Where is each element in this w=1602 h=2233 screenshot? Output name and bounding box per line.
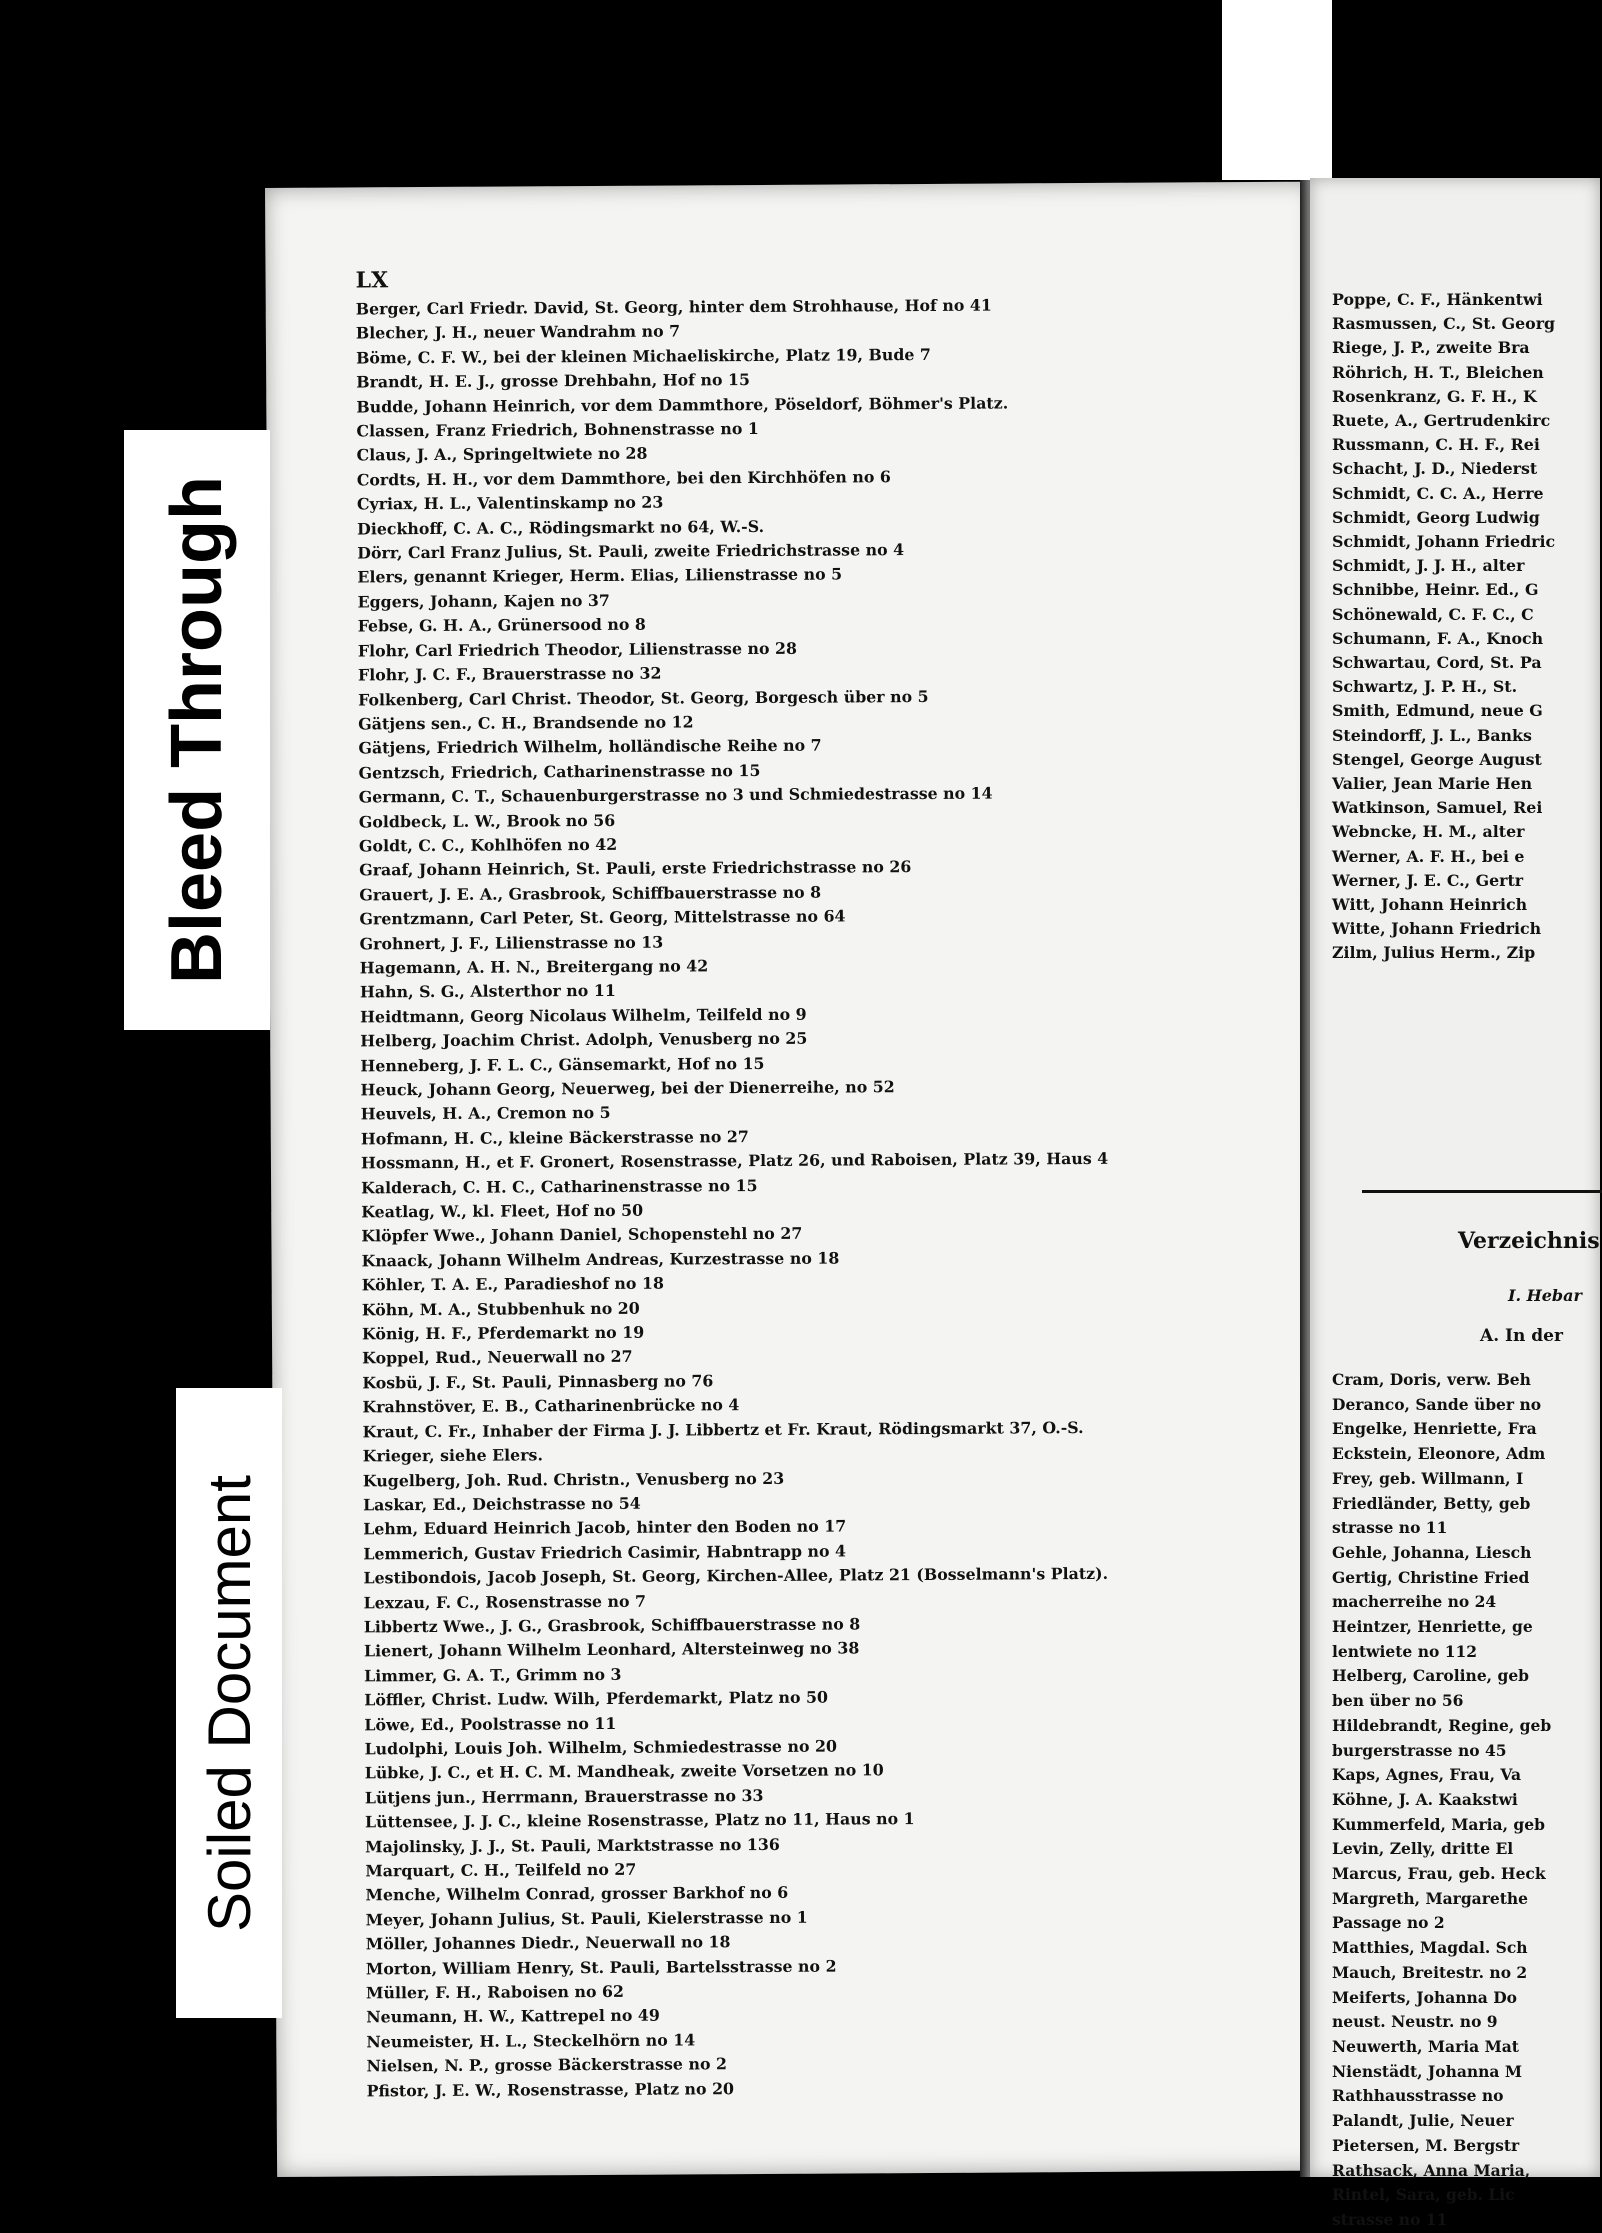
directory-entry: Grauert, J. E. A., Grasbrook, Schiffbauerstrasse no 8 bbox=[359, 882, 822, 905]
directory-entry: Friedländer, Betty, geb bbox=[1332, 1493, 1531, 1513]
directory-entry: Köhler, T. A. E., Paradieshof no 18 bbox=[361, 1273, 664, 1295]
directory-entry: Rasmussen, C., St. Georg bbox=[1332, 314, 1556, 334]
directory-entry: macherreihe no 24 bbox=[1332, 1592, 1497, 1612]
directory-entry: Marquart, C. H., Teilfeld no 27 bbox=[365, 1859, 637, 1881]
directory-entry: Smith, Edmund, neue G bbox=[1332, 701, 1543, 721]
bleed-through-text: Bleed Through bbox=[157, 476, 238, 984]
soiled-document-text: Soiled Document bbox=[195, 1474, 263, 1932]
directory-entry: Kraut, C. Fr., Inhaber der Firma J. J. Libbertz et Fr. Kraut, Rödingsmarkt 37, O.-S. bbox=[362, 1417, 1084, 1442]
directory-entry: Ludolphi, Louis Joh. Wilhelm, Schmiedestrasse no 20 bbox=[364, 1736, 837, 1759]
directory-entry: neust. Neustr. no 9 bbox=[1332, 2012, 1498, 2032]
left-page bbox=[265, 182, 1327, 2177]
section-rule bbox=[1362, 1190, 1602, 1193]
directory-entry: Brandt, H. E. J., grosse Drehbahn, Hof no 15 bbox=[356, 370, 751, 392]
directory-entry: Hahn, S. G., Alsterthor no 11 bbox=[359, 981, 616, 1002]
directory-entry: Goldbeck, L. W., Brook no 56 bbox=[358, 810, 616, 831]
section-subheading: I. Hebar bbox=[1508, 1286, 1582, 1305]
directory-entry: Berger, Carl Friedr. David, St. Georg, hinter dem Strohhause, Hof no 41 bbox=[355, 295, 992, 319]
directory-entry: strasse no 11 bbox=[1332, 1518, 1448, 1538]
directory-entry: Lemmerich, Gustav Friedrich Casimir, Habntrapp no 4 bbox=[363, 1541, 847, 1564]
directory-entry: Möller, Johannes Diedr., Neuerwall no 18 bbox=[365, 1932, 731, 1954]
directory-entry: Mauch, Breitestr. no 2 bbox=[1332, 1962, 1528, 1982]
directory-entry: Menche, Wilhelm Conrad, grosser Barkhof no 6 bbox=[365, 1883, 789, 1905]
directory-list-left bbox=[356, 292, 1327, 2104]
directory-entry: Heuck, Johann Georg, Neuerweg, bei der Dienerreihe, no 52 bbox=[360, 1077, 895, 1100]
directory-list-right-top bbox=[1332, 288, 1600, 966]
directory-entry: Pietersen, M. Bergstr bbox=[1332, 2135, 1520, 2155]
directory-entry: Heintzer, Henriette, ge bbox=[1332, 1617, 1533, 1637]
directory-entry: Rosenkranz, G. F. H., K bbox=[1332, 386, 1537, 406]
directory-entry: Gehle, Johanna, Liesch bbox=[1332, 1542, 1532, 1562]
directory-entry: Steindorff, J. L., Banks bbox=[1332, 725, 1532, 745]
directory-entry: Schwartz, J. P. H., St. bbox=[1332, 677, 1518, 697]
directory-entry: Köhne, J. A. Kaakstwi bbox=[1332, 1789, 1518, 1809]
directory-entry: Hildebrandt, Regine, geb bbox=[1332, 1715, 1552, 1735]
directory-entry: Poppe, C. F., Hänkentwi bbox=[1332, 290, 1543, 309]
page-number: LX bbox=[355, 267, 389, 294]
directory-entry: Meiferts, Johanna Do bbox=[1332, 1987, 1518, 2007]
directory-entry: Dörr, Carl Franz Julius, St. Pauli, zweite Friedrichstrasse no 4 bbox=[357, 540, 905, 563]
directory-entry: Passage no 2 bbox=[1332, 1913, 1445, 1933]
directory-entry: Kaps, Agnes, Frau, Va bbox=[1332, 1765, 1522, 1785]
bleed-through-label bbox=[124, 430, 270, 1030]
directory-entry: Werner, J. E. C., Gertr bbox=[1332, 870, 1524, 890]
directory-entry: Stengel, George August bbox=[1332, 749, 1542, 769]
directory-entry: Claus, J. A., Springeltwiete no 28 bbox=[356, 444, 648, 465]
directory-entry: Neumann, H. W., Kattrepel no 49 bbox=[366, 2006, 660, 2027]
directory-entry: Koppel, Rud., Neuerwall no 27 bbox=[362, 1347, 633, 1368]
directory-entry: Levin, Zelly, dritte El bbox=[1332, 1839, 1514, 1859]
directory-entry: Dieckhoff, C. A. C., Rödingsmarkt no 64, W.-S. bbox=[357, 516, 765, 539]
directory-entry: Müller, F. H., Raboisen no 62 bbox=[365, 1981, 625, 2003]
directory-entry: Hofmann, H. C., kleine Bäckerstrasse no 27 bbox=[360, 1126, 749, 1149]
directory-entry: Cyriax, H. L., Valentinskamp no 23 bbox=[356, 492, 664, 514]
directory-list-right-bottom bbox=[1332, 1368, 1600, 2233]
directory-entry: Gertig, Christine Fried bbox=[1332, 1567, 1530, 1587]
directory-entry: Neuwerth, Maria Mat bbox=[1332, 2036, 1519, 2056]
directory-entry: Rathhausstrasse no bbox=[1332, 2086, 1504, 2106]
directory-entry: Riege, J. P., zweite Bra bbox=[1332, 338, 1530, 358]
directory-entry: Köhn, M. A., Stubbenhuk no 20 bbox=[361, 1298, 640, 1320]
directory-entry: Russmann, C. H. F., Rei bbox=[1332, 435, 1540, 455]
directory-entry: Ruete, A., Gertrudenkirc bbox=[1332, 411, 1551, 431]
directory-entry: Lienert, Johann Wilhelm Leonhard, Altersteinweg no 38 bbox=[363, 1638, 860, 1661]
directory-entry: Flohr, Carl Friedrich Theodor, Lilienstrasse no 28 bbox=[357, 638, 798, 661]
directory-entry: Schönewald, C. F. C., C bbox=[1332, 604, 1534, 624]
background-strip bbox=[1222, 0, 1332, 180]
directory-entry: Webncke, H. M., alter bbox=[1332, 822, 1525, 842]
directory-entry: Morton, William Henry, St. Pauli, Bartelsstrasse no 2 bbox=[365, 1956, 837, 1979]
directory-entry: Hossmann, H., et F. Gronert, Rosenstrasse, Platz 26, und Raboisen, Platz 39, Haus 4 bbox=[360, 1149, 1109, 1173]
directory-entry: Elers, genannt Krieger, Herm. Elias, Lilienstrasse no 5 bbox=[357, 564, 843, 587]
directory-entry: Folkenberg, Carl Christ. Theodor, St. Georg, Borgesch über no 5 bbox=[358, 686, 929, 709]
directory-entry: Krahnstöver, E. B., Catharinenbrücke no 4 bbox=[362, 1395, 740, 1417]
directory-entry: Cordts, H. H., vor dem Dammthore, bei den Kirchhöfen no 6 bbox=[356, 467, 891, 490]
directory-entry: Krieger, siehe Elers. bbox=[362, 1445, 543, 1466]
directory-entry: Febse, G. H. A., Grünersood no 8 bbox=[357, 614, 646, 636]
directory-entry: Helberg, Caroline, geb bbox=[1332, 1666, 1530, 1686]
directory-entry: Palandt, Julie, Neuer bbox=[1332, 2111, 1514, 2131]
directory-entry: Kosbü, J. F., St. Pauli, Pinnasberg no 76 bbox=[362, 1371, 714, 1393]
directory-entry: Lüttensee, J. J. C., kleine Rosenstrasse, Platz no 11, Haus no 1 bbox=[364, 1809, 915, 1832]
directory-entry: Schmidt, Johann Friedric bbox=[1332, 532, 1556, 552]
directory-entry: Valier, Jean Marie Hen bbox=[1332, 774, 1533, 794]
directory-entry: Majolinsky, J. J., St. Pauli, Marktstrasse no 136 bbox=[365, 1834, 780, 1857]
directory-entry: Schumann, F. A., Knoch bbox=[1332, 628, 1544, 648]
directory-entry: Gätjens, Friedrich Wilhelm, holländische Reihe no 7 bbox=[358, 735, 822, 758]
directory-entry: König, H. F., Pferdemarkt no 19 bbox=[361, 1322, 645, 1344]
directory-entry: Deranco, Sande über no bbox=[1332, 1394, 1542, 1414]
directory-entry: Grohnert, J. F., Lilienstrasse no 13 bbox=[359, 932, 664, 953]
right-page bbox=[1310, 178, 1600, 2229]
directory-entry: Meyer, Johann Julius, St. Pauli, Kielerstrasse no 1 bbox=[365, 1907, 808, 1930]
directory-entry: Matthies, Magdal. Sch bbox=[1332, 1938, 1528, 1958]
directory-entry: burgerstrasse no 45 bbox=[1332, 1740, 1507, 1760]
directory-entry: Eggers, Johann, Kajen no 37 bbox=[357, 590, 610, 612]
directory-entry: Keatlag, W., kl. Fleet, Hof no 50 bbox=[361, 1200, 644, 1222]
directory-entry: Graaf, Johann Heinrich, St. Pauli, erste Friedrichstrasse no 26 bbox=[359, 857, 912, 880]
directory-entry: Böme, C. F. W., bei der kleinen Michaeliskirche, Platz 19, Bude 7 bbox=[355, 344, 931, 368]
directory-entry: Helberg, Joachim Christ. Adolph, Venusberg no 25 bbox=[360, 1028, 808, 1051]
directory-entry: Heuvels, H. A., Cremon no 5 bbox=[360, 1103, 611, 1124]
directory-entry: ben über no 56 bbox=[1332, 1691, 1464, 1711]
directory-entry: Budde, Johann Heinrich, vor dem Dammthore, Pöseldorf, Böhmer's Platz. bbox=[356, 393, 1009, 417]
directory-entry: Kummerfeld, Maria, geb bbox=[1332, 1814, 1545, 1834]
directory-entry: Frey, geb. Willmann, I bbox=[1332, 1468, 1524, 1488]
directory-entry: Schmidt, J. J. H., alter bbox=[1332, 556, 1525, 576]
directory-entry: Flohr, J. C. F., Brauerstrasse no 32 bbox=[357, 663, 662, 685]
directory-entry: Margreth, Margarethe bbox=[1332, 1888, 1529, 1908]
directory-entry: Cram, Doris, verw. Beh bbox=[1332, 1370, 1531, 1389]
directory-entry: Zilm, Julius Herm., Zip bbox=[1332, 943, 1536, 963]
section-subheading-2: A. In der bbox=[1480, 1326, 1563, 1346]
directory-entry: Nielsen, N. P., grosse Bäckerstrasse no 2 bbox=[366, 2054, 728, 2076]
directory-entry: Engelke, Henriette, Fra bbox=[1332, 1419, 1537, 1439]
directory-entry: Lütjens jun., Herrmann, Brauerstrasse no 33 bbox=[364, 1785, 764, 1808]
directory-entry: Libbertz Wwe., J. G., Grasbrook, Schiffbauerstrasse no 8 bbox=[363, 1614, 861, 1637]
directory-entry: Heidtmann, Georg Nicolaus Wilhelm, Teilfeld no 9 bbox=[360, 1004, 807, 1027]
directory-entry: strasse no 11 bbox=[1332, 2209, 1448, 2229]
directory-entry: Knaack, Johann Wilhelm Andreas, Kurzestrasse no 18 bbox=[361, 1248, 840, 1271]
directory-entry: Gentzsch, Friedrich, Catharinenstrasse no 15 bbox=[358, 760, 761, 783]
directory-entry: Henneberg, J. F. L. C., Gänsemarkt, Hof no 15 bbox=[360, 1053, 765, 1076]
directory-entry: Nienstädt, Johanna M bbox=[1332, 2061, 1523, 2081]
directory-entry: Goldt, C. C., Kohlhöfen no 42 bbox=[358, 834, 618, 856]
directory-entry: Röhrich, H. T., Bleichen bbox=[1332, 362, 1544, 382]
directory-entry: Gätjens sen., C. H., Brandsende no 12 bbox=[358, 712, 694, 734]
directory-entry: Rathsack, Anna Maria, bbox=[1332, 2160, 1531, 2180]
directory-entry: Hagemann, A. H. N., Breitergang no 42 bbox=[359, 956, 709, 978]
directory-entry: Kalderach, C. H. C., Catharinenstrasse no 15 bbox=[361, 1175, 758, 1198]
directory-entry: Neumeister, H. L., Steckelhörn no 14 bbox=[366, 2030, 696, 2052]
directory-entry: Lestibondois, Jacob Joseph, St. Georg, Kirchen-Allee, Platz 21 (Bosselmann's Platz). bbox=[363, 1564, 1109, 1588]
directory-entry: Limmer, G. A. T., Grimm no 3 bbox=[364, 1664, 622, 1686]
directory-entry: Schwartau, Cord, St. Pa bbox=[1332, 653, 1542, 673]
directory-entry: Classen, Franz Friedrich, Bohnenstrasse no 1 bbox=[356, 419, 759, 441]
directory-entry: Löwe, Ed., Poolstrasse no 11 bbox=[364, 1713, 617, 1734]
directory-entry: Schmidt, C. C. A., Herre bbox=[1332, 483, 1544, 503]
directory-entry: Eckstein, Eleonore, Adm bbox=[1332, 1444, 1546, 1464]
directory-entry: Witt, Johann Heinrich bbox=[1332, 895, 1528, 915]
soiled-document-label bbox=[176, 1388, 282, 2018]
directory-entry: Marcus, Frau, geb. Heck bbox=[1332, 1864, 1546, 1884]
directory-entry: Rintel, Sara, geb. Lic bbox=[1332, 2185, 1515, 2205]
directory-entry: Watkinson, Samuel, Rei bbox=[1332, 798, 1543, 818]
directory-entry: Werner, A. F. H., bei e bbox=[1332, 846, 1525, 866]
directory-entry: Lübke, J. C., et H. C. M. Mandheak, zweite Vorsetzen no 10 bbox=[364, 1760, 884, 1783]
directory-entry: Löffler, Christ. Ludw. Wilh, Pferdemarkt, Platz no 50 bbox=[364, 1687, 829, 1710]
directory-entry: Germann, C. T., Schauenburgerstrasse no 3 und Schmiedestrasse no 14 bbox=[358, 783, 993, 807]
directory-entry: Kugelberg, Joh. Rud. Christn., Venusberg no 23 bbox=[362, 1468, 785, 1490]
directory-entry: Laskar, Ed., Deichstrasse no 54 bbox=[362, 1493, 641, 1515]
section-heading: Verzeichnis bbox=[1458, 1228, 1600, 1254]
directory-entry: Pfistor, J. E. W., Rosenstrasse, Platz no 20 bbox=[366, 2078, 735, 2101]
directory-entry: Lehm, Eduard Heinrich Jacob, hinter den Boden no 17 bbox=[363, 1516, 847, 1539]
directory-entry: Schnibbe, Heinr. Ed., G bbox=[1332, 580, 1539, 600]
directory-entry: Schacht, J. D., Niederst bbox=[1332, 459, 1538, 479]
directory-entry: Klöpfer Wwe., Johann Daniel, Schopenstehl no 27 bbox=[361, 1224, 803, 1246]
directory-entry: lentwiete no 112 bbox=[1332, 1641, 1478, 1661]
directory-entry: Lexzau, F. C., Rosenstrasse no 7 bbox=[363, 1591, 647, 1612]
directory-entry: Blecher, J. H., neuer Wandrahm no 7 bbox=[355, 321, 681, 343]
directory-entry: Grentzmann, Carl Peter, St. Georg, Mittelstrasse no 64 bbox=[359, 906, 846, 929]
directory-entry: Schmidt, Georg Ludwig bbox=[1332, 507, 1540, 527]
directory-entry: Witte, Johann Friedrich bbox=[1332, 919, 1542, 939]
